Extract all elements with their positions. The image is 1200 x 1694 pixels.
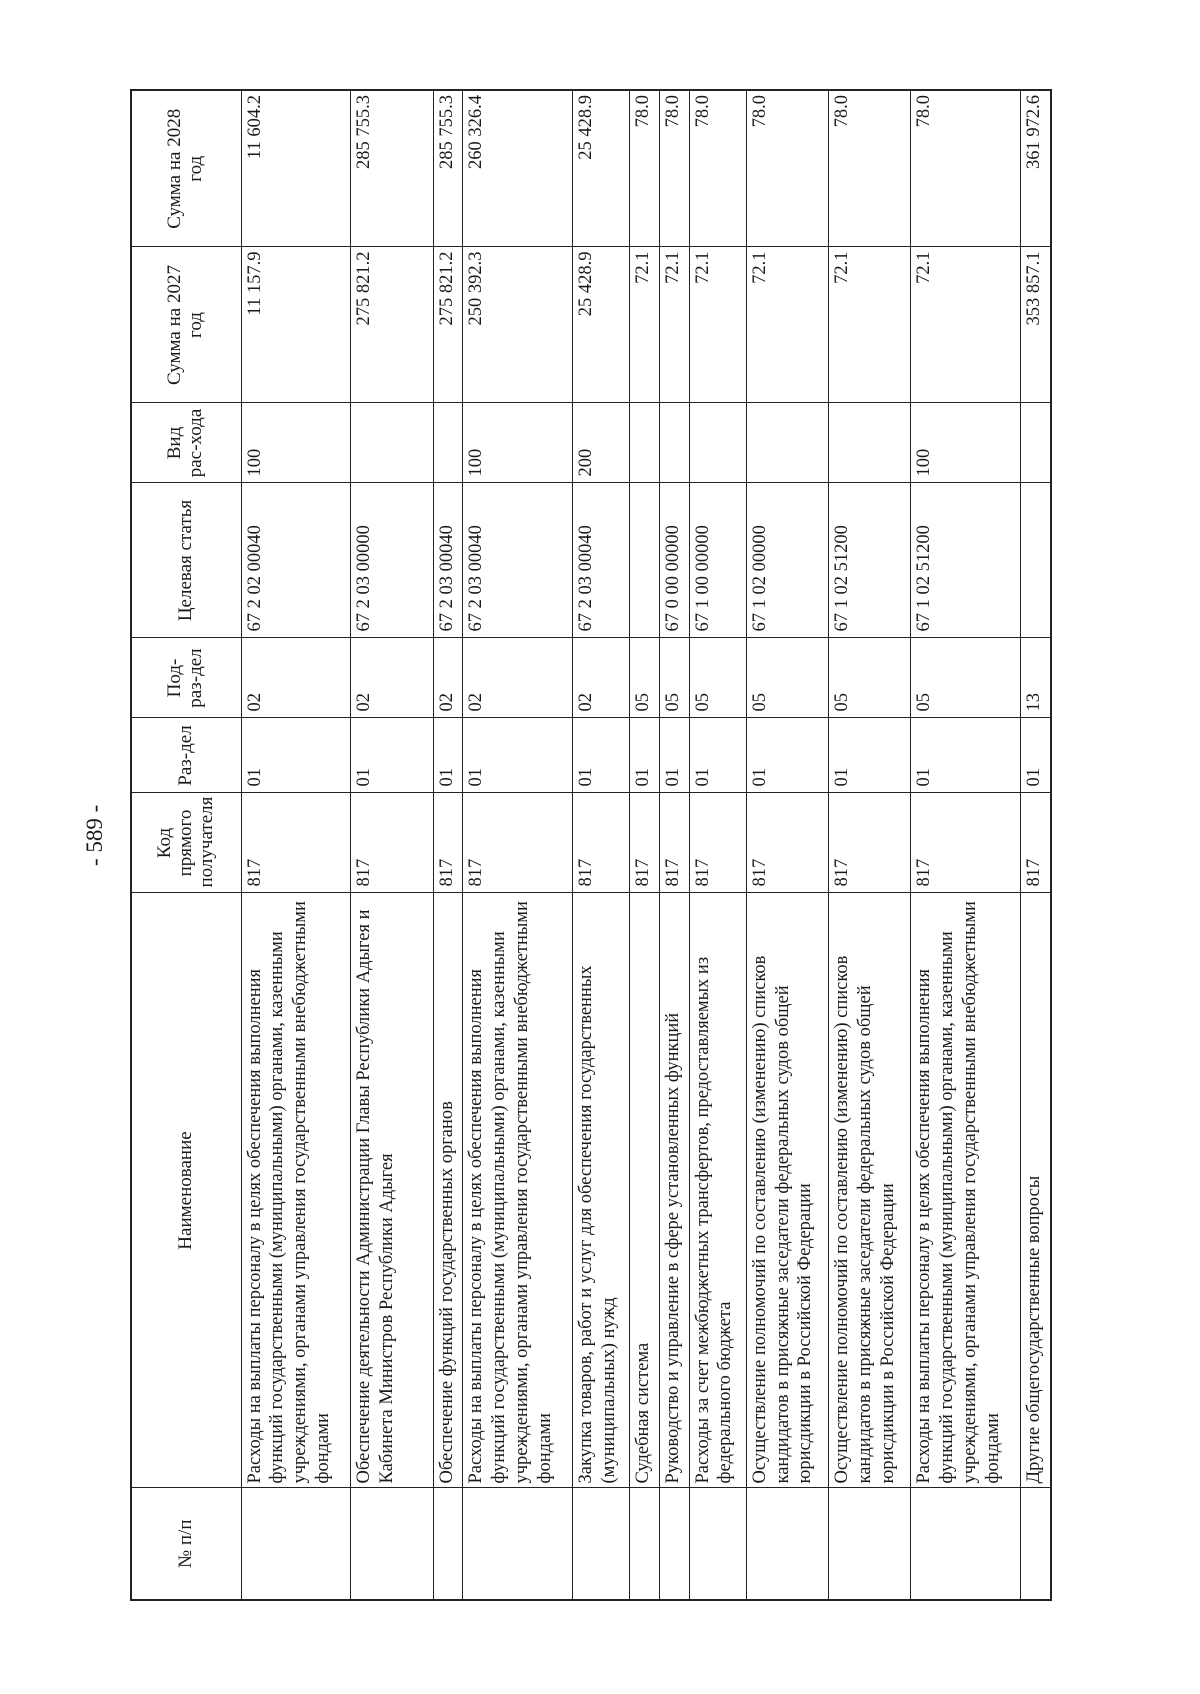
cell-name: Расходы на выплаты персоналу в целях обеспечения выполнения функций государственными (муниципальными) органами, казенными учреждениями, органами управления государственными внебюджетными фондами xyxy=(463,893,573,1488)
cell-num xyxy=(433,1488,463,1600)
table-row xyxy=(829,90,911,1600)
cell-target: 67 2 03 00040 xyxy=(463,483,573,638)
cell-target: 67 0 00 00000 xyxy=(659,483,689,638)
cell-expense-type: 100 xyxy=(911,403,1021,483)
cell-sum-2027: 72.1 xyxy=(689,247,746,403)
cell-section: 01 xyxy=(659,718,689,793)
cell-name: Обеспечение деятельности Администрации Главы Республики Адыгея и Кабинета Министров Республики Адыгея xyxy=(351,893,433,1488)
cell-num xyxy=(829,1488,911,1600)
cell-sum-2028: 285 755.3 xyxy=(433,90,463,247)
cell-subsection: 02 xyxy=(463,638,573,718)
cell-section: 01 xyxy=(573,718,630,793)
cell-sum-2028: 78.0 xyxy=(911,90,1021,247)
page-number: - 589 - xyxy=(82,804,107,866)
cell-expense-type xyxy=(351,403,433,483)
cell-sum-2027: 275 821.2 xyxy=(433,247,463,403)
cell-subsection: 02 xyxy=(573,638,630,718)
cell-sum-2028: 260 326.4 xyxy=(463,90,573,247)
cell-sum-2028: 285 755.3 xyxy=(351,90,433,247)
cell-name: Обеспечение функций государственных органов xyxy=(433,893,463,1488)
cell-recipient: 817 xyxy=(829,793,911,893)
cell-subsection: 02 xyxy=(241,638,351,718)
cell-name: Руководство и управление в сфере установленных функций xyxy=(659,893,689,1488)
table-row xyxy=(746,90,828,1600)
header-sum-2027: Сумма на 2027 год xyxy=(131,247,241,403)
cell-recipient: 817 xyxy=(573,793,630,893)
cell-expense-type xyxy=(659,403,689,483)
cell-num xyxy=(630,1488,660,1600)
cell-sum-2027: 275 821.2 xyxy=(351,247,433,403)
budget-table xyxy=(130,89,1052,1601)
cell-subsection: 05 xyxy=(659,638,689,718)
cell-recipient: 817 xyxy=(630,793,660,893)
table-row xyxy=(911,90,1021,1600)
table-row xyxy=(659,90,689,1600)
header-sum-2028: Сумма на 2028 год xyxy=(131,90,241,247)
cell-recipient: 817 xyxy=(463,793,573,893)
cell-sum-2028: 361 972.6 xyxy=(1021,90,1051,247)
cell-target: 67 2 03 00040 xyxy=(573,483,630,638)
cell-num xyxy=(659,1488,689,1600)
header-target: Целевая статья xyxy=(131,483,241,638)
cell-name: Судебная система xyxy=(630,893,660,1488)
cell-sum-2028: 78.0 xyxy=(659,90,689,247)
cell-sum-2027: 72.1 xyxy=(630,247,660,403)
cell-recipient: 817 xyxy=(351,793,433,893)
header-expense-type: Вид рас-хода xyxy=(131,403,241,483)
cell-num xyxy=(1021,1488,1051,1600)
cell-num xyxy=(463,1488,573,1600)
cell-target: 67 1 02 51200 xyxy=(911,483,1021,638)
cell-sum-2027: 72.1 xyxy=(659,247,689,403)
cell-subsection: 05 xyxy=(630,638,660,718)
cell-expense-type xyxy=(630,403,660,483)
table-row xyxy=(1021,90,1051,1600)
cell-subsection: 05 xyxy=(746,638,828,718)
cell-subsection: 05 xyxy=(689,638,746,718)
table-header-row xyxy=(131,90,241,1600)
header-num: № п/п xyxy=(131,1488,241,1600)
cell-section: 01 xyxy=(829,718,911,793)
cell-recipient: 817 xyxy=(659,793,689,893)
cell-sum-2028: 25 428.9 xyxy=(573,90,630,247)
table-row xyxy=(463,90,573,1600)
cell-sum-2028: 78.0 xyxy=(689,90,746,247)
cell-section: 01 xyxy=(911,718,1021,793)
cell-sum-2028: 11 604.2 xyxy=(241,90,351,247)
cell-expense-type: 200 xyxy=(573,403,630,483)
cell-num xyxy=(351,1488,433,1600)
header-recipient: Код прямого получателя xyxy=(131,793,241,893)
budget-table-container xyxy=(130,91,1052,1601)
cell-expense-type xyxy=(1021,403,1051,483)
cell-sum-2028: 78.0 xyxy=(630,90,660,247)
cell-expense-type xyxy=(689,403,746,483)
cell-sum-2027: 11 157.9 xyxy=(241,247,351,403)
cell-name: Осуществление полномочий по составлению (изменению) списков кандидатов в присяжные заседатели федеральных судов общей юрисдикции в Российской Федерации xyxy=(829,893,911,1488)
cell-recipient: 817 xyxy=(746,793,828,893)
cell-target: 67 2 03 00040 xyxy=(433,483,463,638)
header-name: Наименование xyxy=(131,893,241,1488)
cell-sum-2028: 78.0 xyxy=(829,90,911,247)
table-row xyxy=(433,90,463,1600)
cell-section: 01 xyxy=(433,718,463,793)
cell-sum-2027: 250 392.3 xyxy=(463,247,573,403)
cell-name: Расходы на выплаты персоналу в целях обеспечения выполнения функций государственными (муниципальными) органами, казенными учреждениями, органами управления государственными внебюджетными фондами xyxy=(241,893,351,1488)
cell-sum-2027: 25 428.9 xyxy=(573,247,630,403)
cell-name: Закупка товаров, работ и услуг для обеспечения государственных (муниципальных) нужд xyxy=(573,893,630,1488)
cell-target: 67 2 03 00000 xyxy=(351,483,433,638)
cell-target xyxy=(630,483,660,638)
cell-target: 67 2 02 00040 xyxy=(241,483,351,638)
cell-name: Расходы за счет межбюджетных трансфертов, предоставляемых из федерального бюджета xyxy=(689,893,746,1488)
cell-section: 01 xyxy=(630,718,660,793)
cell-sum-2027: 72.1 xyxy=(911,247,1021,403)
cell-recipient: 817 xyxy=(433,793,463,893)
table-row xyxy=(241,90,351,1600)
cell-recipient: 817 xyxy=(911,793,1021,893)
cell-section: 01 xyxy=(1021,718,1051,793)
cell-subsection: 13 xyxy=(1021,638,1051,718)
cell-recipient: 817 xyxy=(241,793,351,893)
cell-recipient: 817 xyxy=(1021,793,1051,893)
header-section: Раз-дел xyxy=(131,718,241,793)
cell-target: 67 1 02 00000 xyxy=(746,483,828,638)
table-row xyxy=(630,90,660,1600)
cell-target: 67 1 00 00000 xyxy=(689,483,746,638)
cell-sum-2027: 72.1 xyxy=(829,247,911,403)
cell-expense-type: 100 xyxy=(241,403,351,483)
cell-section: 01 xyxy=(241,718,351,793)
cell-num xyxy=(689,1488,746,1600)
cell-name: Другие общегосударственные вопросы xyxy=(1021,893,1051,1488)
header-subsection: Под-раз-дел xyxy=(131,638,241,718)
cell-expense-type xyxy=(433,403,463,483)
cell-num xyxy=(241,1488,351,1600)
cell-name: Осуществление полномочий по составлению (изменению) списков кандидатов в присяжные заседатели федеральных судов общей юрисдикции в Российской Федерации xyxy=(746,893,828,1488)
cell-subsection: 05 xyxy=(911,638,1021,718)
cell-target xyxy=(1021,483,1051,638)
cell-expense-type xyxy=(746,403,828,483)
cell-name: Расходы на выплаты персоналу в целях обеспечения выполнения функций государственными (муниципальными) органами, казенными учреждениями, органами управления государственными внебюджетными фондами xyxy=(911,893,1021,1488)
table-row xyxy=(689,90,746,1600)
cell-sum-2027: 72.1 xyxy=(746,247,828,403)
cell-num xyxy=(911,1488,1021,1600)
cell-expense-type xyxy=(829,403,911,483)
cell-sum-2027: 353 857.1 xyxy=(1021,247,1051,403)
cell-subsection: 02 xyxy=(351,638,433,718)
cell-section: 01 xyxy=(689,718,746,793)
cell-subsection: 05 xyxy=(829,638,911,718)
cell-section: 01 xyxy=(351,718,433,793)
cell-num xyxy=(746,1488,828,1600)
cell-section: 01 xyxy=(746,718,828,793)
cell-recipient: 817 xyxy=(689,793,746,893)
cell-target: 67 1 02 51200 xyxy=(829,483,911,638)
table-row xyxy=(573,90,630,1600)
table-row xyxy=(351,90,433,1600)
cell-expense-type: 100 xyxy=(463,403,573,483)
cell-subsection: 02 xyxy=(433,638,463,718)
cell-section: 01 xyxy=(463,718,573,793)
cell-num xyxy=(573,1488,630,1600)
cell-sum-2028: 78.0 xyxy=(746,90,828,247)
